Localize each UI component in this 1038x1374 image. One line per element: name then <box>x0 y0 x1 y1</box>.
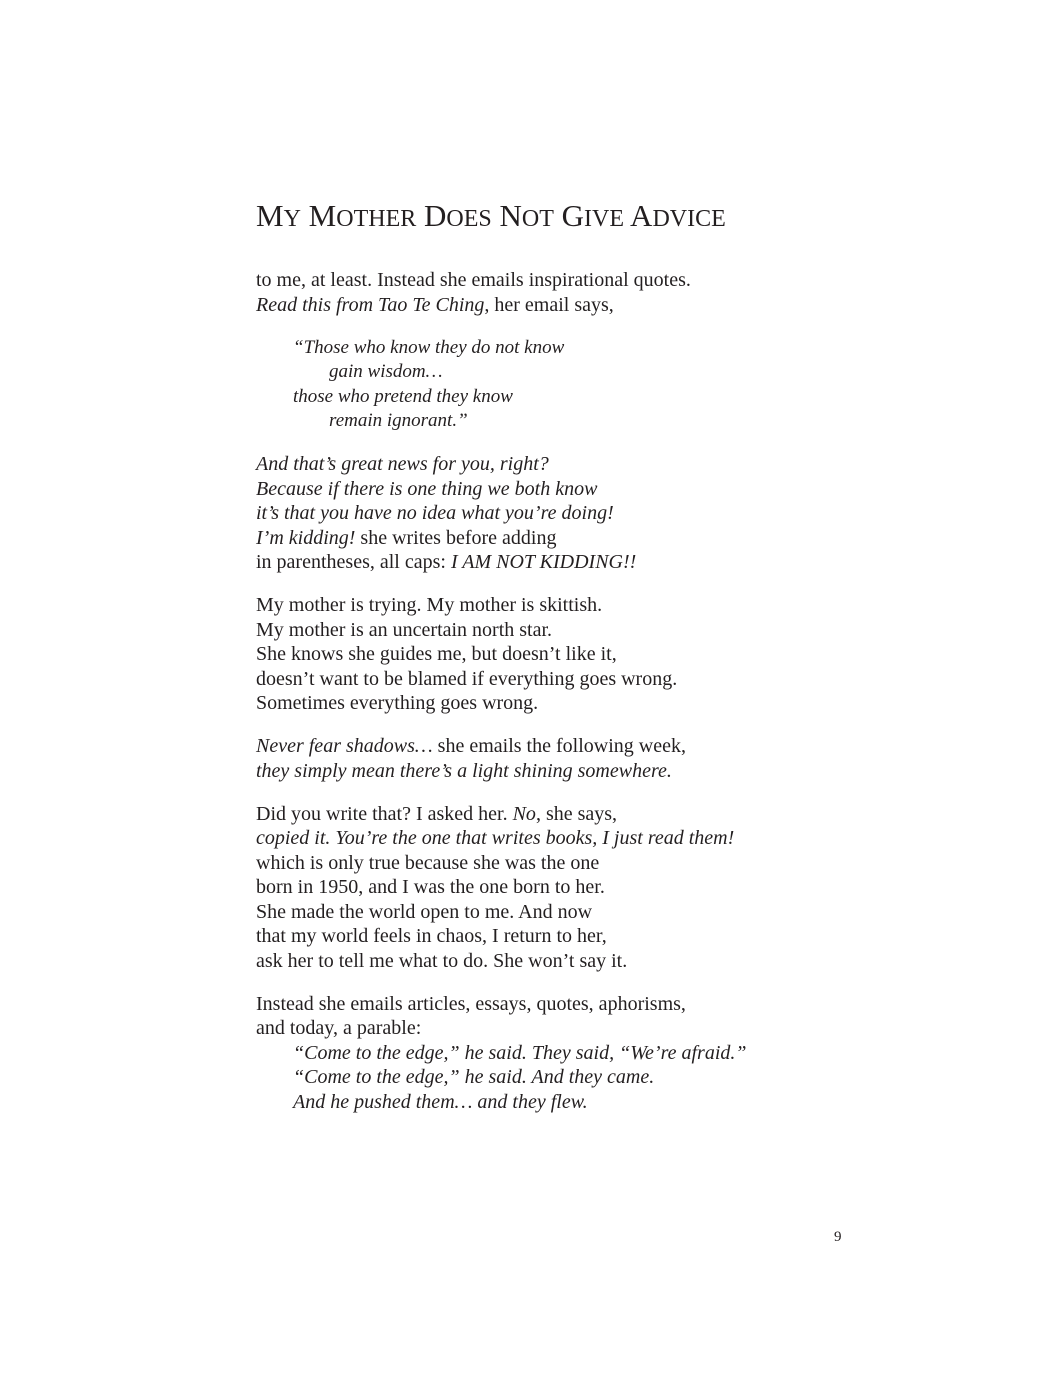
poem-line: it’s that you have no idea what you’re doing! <box>256 502 614 524</box>
stanza-4 <box>256 593 896 716</box>
parable-line: “Come to the edge,” he said. They said, “We’re afraid.” <box>293 1041 747 1064</box>
title-word: NOT <box>499 198 554 233</box>
poem-line: in parentheses, all caps: I AM NOT KIDDING!! <box>256 551 637 573</box>
title-word: MY <box>256 198 301 233</box>
stanza-6 <box>256 802 896 974</box>
poem-line: and today, a parable: <box>256 1017 422 1039</box>
parable-line: “Come to the edge,” he said. And they came. <box>293 1066 655 1088</box>
poem-line: which is only true because she was the one <box>256 851 600 874</box>
stanza-3 <box>256 452 896 575</box>
title-word: ADVICE <box>630 198 726 233</box>
poem-line: that my world feels in chaos, I return to her, <box>256 925 607 947</box>
poem-line: Never fear shadows… she emails the following week, <box>256 735 686 757</box>
poem-line: born in 1950, and I was the one born to her. <box>256 876 605 898</box>
stanza-tao-quote <box>256 336 896 434</box>
poem-line: She made the world open to me. And now <box>256 900 593 923</box>
poem-line: Instead she emails articles, essays, quotes, aphorisms, <box>256 992 686 1015</box>
parable-line: And he pushed them… and they flew. <box>293 1090 588 1113</box>
poem-line: doesn’t want to be blamed if everything goes wrong. <box>256 667 678 690</box>
poem-line: Because if there is one thing we both know <box>256 477 598 500</box>
poem-line: She knows she guides me, but doesn’t like it, <box>256 643 617 665</box>
title-word: MOTHER <box>308 198 417 233</box>
quote-line: those who pretend they know <box>293 385 513 407</box>
poem-line: ask her to tell me what to do. She won’t say it. <box>256 949 628 972</box>
title-word: GIVE <box>561 198 624 233</box>
quote-line: gain wisdom… <box>329 361 443 382</box>
poem-line: Read this from Tao Te Ching, her email says, <box>256 293 614 316</box>
stanza-1 <box>256 268 896 317</box>
stanza-5 <box>256 734 896 783</box>
poem-line: Did you write that? I asked her. No, she says, <box>256 802 618 825</box>
poem-line: Sometimes everything goes wrong. <box>256 692 539 714</box>
poem-line: they simply mean there’s a light shining somewhere. <box>256 759 672 782</box>
poem-line: copied it. You’re the one that writes books, I just read them! <box>256 827 735 849</box>
page-number: 9 <box>834 1229 842 1245</box>
stanza-7 <box>256 992 896 1115</box>
quote-line: remain ignorant.” <box>329 410 468 431</box>
poem-line: My mother is trying. My mother is skittish. <box>256 594 603 616</box>
poem-title <box>256 196 726 239</box>
poem-line: My mother is an uncertain north star. <box>256 618 553 641</box>
poem-line: And that’s great news for you, right? <box>256 453 549 475</box>
poem-line: I’m kidding! she writes before adding <box>256 526 557 549</box>
quote-line: “Those who know they do not know <box>293 336 565 358</box>
title-word: DOES <box>424 198 492 233</box>
poem-body <box>256 268 896 1133</box>
poem-line: to me, at least. Instead she emails inspirational quotes. <box>256 269 691 291</box>
